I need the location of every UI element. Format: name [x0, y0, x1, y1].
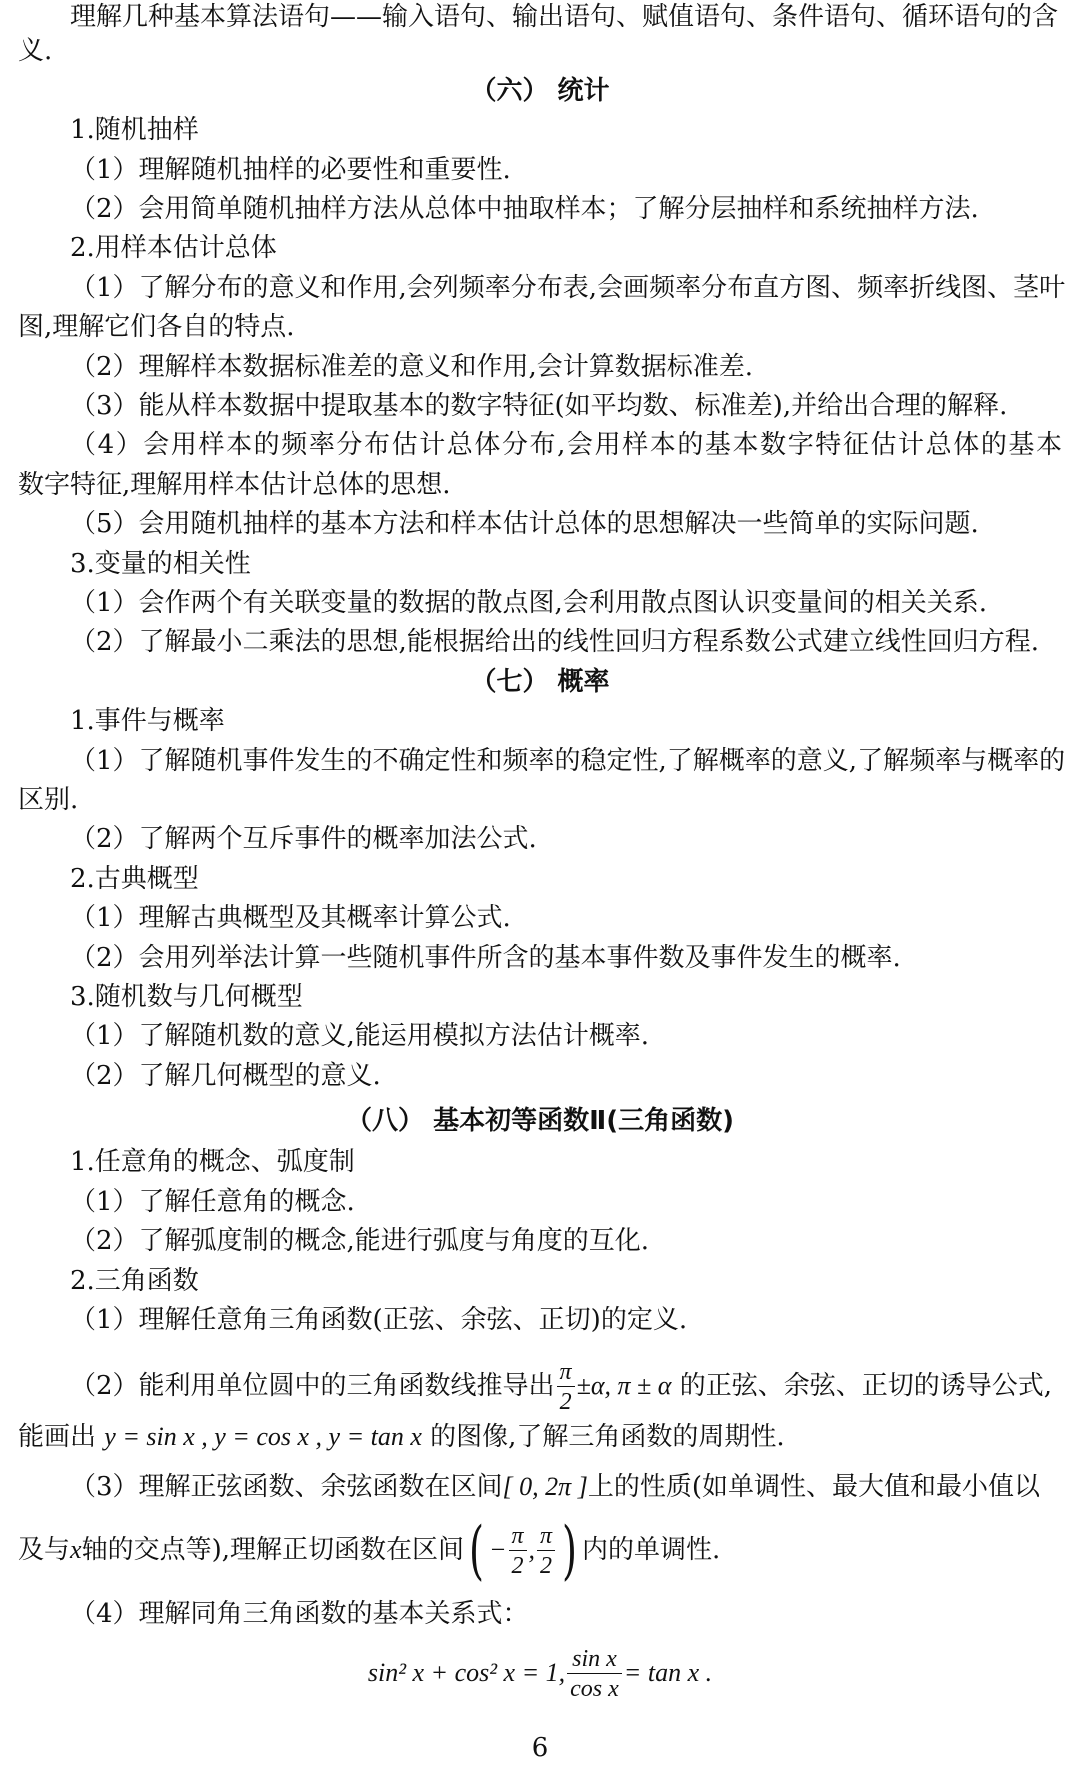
fraction-pi-over-2 — [509, 1524, 527, 1578]
left-paren: ( — [468, 1514, 484, 1588]
text-line: 理解几种基本算法语句——输入语句、输出语句、赋值语句、条件语句、循环语句的含 — [70, 2, 1059, 32]
fraction-numerator: sin x — [567, 1647, 622, 1674]
text-line: （1）会作两个有关联变量的数据的散点图,会利用散点图认识变量间的相关关系. — [70, 588, 988, 618]
fraction-denominator: 2 — [511, 1553, 524, 1579]
section-heading-6: （六） 统计 — [470, 76, 610, 106]
text-segment: 内的单调性. — [582, 1535, 721, 1565]
subsection-title: 1.事件与概率 — [70, 706, 225, 736]
math-expression: = tan x . — [623, 1658, 713, 1687]
text-line: （1）了解随机事件发生的不确定性和频率的稳定性,了解概率的意义,了解频率与概率的 — [70, 746, 1066, 776]
text-line: （1）理解古典概型及其概率计算公式. — [70, 903, 511, 933]
subsection-title: 3.变量的相关性 — [70, 549, 251, 579]
fraction-pi-over-2 — [557, 1360, 575, 1414]
math-expression: y = sin x , y = cos x , y = tan x — [104, 1422, 422, 1451]
text-line: （1）了解随机数的意义,能运用模拟方法估计概率. — [70, 1021, 650, 1051]
subsection-title: 2.用样本估计总体 — [70, 233, 277, 263]
identity-formula — [0, 1638, 1080, 1708]
text-line: 义. — [18, 36, 53, 66]
fraction-numerator: π — [509, 1524, 527, 1551]
text-line: （2）会用列举法计算一些随机事件所含的基本事件数及事件发生的概率. — [70, 943, 901, 973]
text-segment: （3）理解正弦函数、余弦函数在区间 — [70, 1472, 503, 1502]
section-heading-8: （八） 基本初等函数Ⅱ(三角函数) — [346, 1106, 734, 1136]
fraction-denominator: cos x — [570, 1676, 619, 1702]
page-number: 6 — [531, 1733, 549, 1763]
subsection-title: 2.古典概型 — [70, 864, 199, 894]
math-interval: [ 0, 2π ] — [502, 1472, 588, 1501]
subsection-title: 1.随机抽样 — [70, 115, 199, 145]
text-line: 图,理解它们各自的特点. — [18, 312, 295, 342]
text-line: （1）理解任意角三角函数(正弦、余弦、正切)的定义. — [70, 1305, 688, 1335]
text-line: （2）理解样本数据标准差的意义和作用,会计算数据标准差. — [70, 352, 754, 382]
text-segment: 的正弦、余弦、正切的诱导公式, — [679, 1371, 1052, 1401]
text-segment: （2）能利用单位圆中的三角函数线推导出 — [70, 1371, 555, 1401]
fraction-numerator: π — [537, 1524, 555, 1551]
text-line: （2）了解几何概型的意义. — [70, 1061, 381, 1091]
text-segment: 及与 — [18, 1535, 71, 1565]
text-line: （2）会用简单随机抽样方法从总体中抽取样本；了解分层抽样和系统抽样方法. — [70, 194, 979, 224]
math-expression: sin² x + cos² x = 1, — [367, 1658, 566, 1687]
text-segment: 轴的交点等),理解正切函数在区间 — [81, 1535, 464, 1565]
fraction-pi-over-2 — [537, 1524, 555, 1578]
text-line: （1）理解随机抽样的必要性和重要性. — [70, 155, 511, 185]
text-segment: 上的性质(如单调性、最大值和最小值以 — [587, 1472, 1040, 1502]
text-line-induction-formula — [0, 1356, 1080, 1416]
fraction-denominator: 2 — [559, 1389, 572, 1415]
text-line: （1）了解分布的意义和作用,会列频率分布表,会画频率分布直方图、频率折线图、茎叶 — [70, 273, 1066, 303]
right-paren: ) — [562, 1514, 578, 1588]
text-line-graphs — [0, 1420, 1080, 1454]
fraction-numerator: π — [557, 1360, 575, 1387]
subsection-title: 2.三角函数 — [70, 1266, 199, 1296]
text-line: （4）会用样本的频率分布估计总体分布,会用样本的基本数字特征估计总体的基本 — [70, 430, 1062, 460]
math-variable: x — [70, 1535, 82, 1564]
subsection-title: 1.任意角的概念、弧度制 — [70, 1147, 355, 1177]
math-expression: ±α, π ± α — [576, 1371, 672, 1400]
text-line: （2）了解最小二乘法的思想,能根据给出的线性回归方程系数公式建立线性回归方程. — [70, 627, 1040, 657]
math-comma: , — [528, 1535, 536, 1564]
text-line: （2）了解两个互斥事件的概率加法公式. — [70, 824, 537, 854]
fraction-sin-over-cos — [567, 1647, 622, 1701]
text-line: 数字特征,理解用样本估计总体的思想. — [18, 470, 451, 500]
fraction-denominator: 2 — [540, 1553, 553, 1579]
text-line: 区别. — [18, 785, 79, 815]
text-line: （2）了解弧度制的概念,能进行弧度与角度的互化. — [70, 1226, 650, 1256]
subsection-title: 3.随机数与几何概型 — [70, 982, 303, 1012]
text-line: （3）能从样本数据中提取基本的数字特征(如平均数、标准差),并给出合理的解释. — [70, 391, 1008, 421]
math-minus: − — [488, 1535, 507, 1564]
text-segment: 的图像,了解三角函数的周期性. — [430, 1422, 785, 1452]
text-line: （5）会用随机抽样的基本方法和样本估计总体的思想解决一些简单的实际问题. — [70, 509, 979, 539]
text-line: （1）了解任意角的概念. — [70, 1187, 355, 1217]
text-line-tangent-interval — [0, 1514, 1080, 1588]
section-heading-7: （七） 概率 — [470, 667, 610, 697]
text-segment: 能画出 — [18, 1422, 97, 1452]
text-line-interval — [0, 1470, 1080, 1504]
text-line: （4）理解同角三角函数的基本关系式： — [70, 1599, 529, 1629]
